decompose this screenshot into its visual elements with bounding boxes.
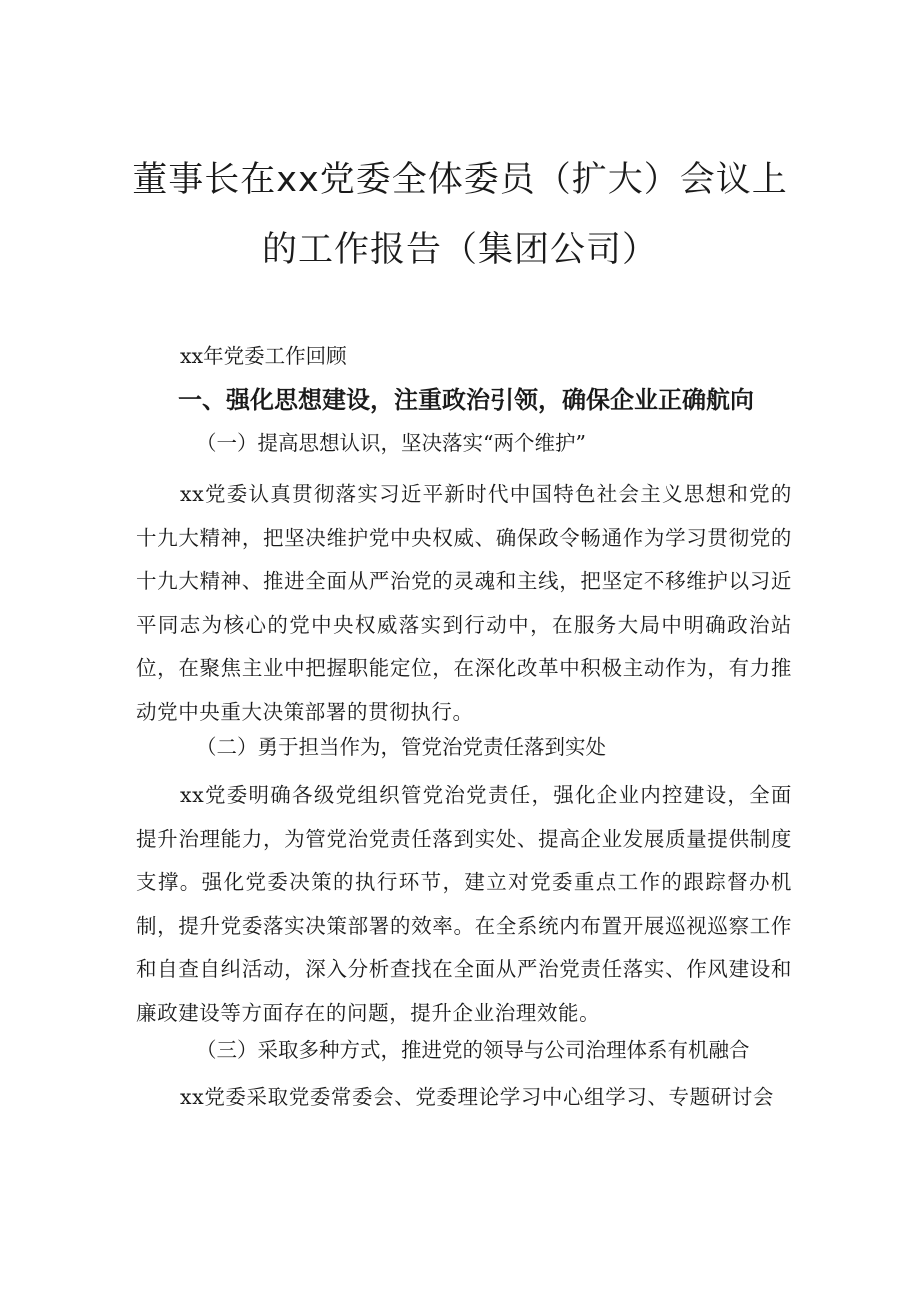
paragraph-2: xx党委明确各级党组织管党治党责任，强化企业内控建设，全面提升治理能力，为管党治党责任落到实处、提高企业发展质量提供制度支撑。强化党委决策的执行环节，建立对党委重点工作的跟踪督办机制，提升党委落实决策部署的效率。在全系统内布置开展巡视巡察工作和自查自纠活动，深入分析查找在全面从严治党责任落实、作风建设和廉政建设等方面存在的问题，提升企业治理效能。 — [136, 783, 792, 1025]
paragraph-1: xx党委认真贯彻落实习近平新时代中国特色社会主义思想和党的十九大精神，把坚决维护党中央权威、确保政令畅通作为学习贯彻党的十九大精神、推进全面从严治党的灵魂和主线，把坚定不移维护以习近平同志为核心的党中央权威落实到行动中，在服务大局中明确政治站位，在聚焦主业中把握职能定位，在深化改革中积极主动作为，有力推动党中央重大决策部署的贯彻执行。 — [136, 482, 792, 724]
document-title-line-2: 的工作报告（集团公司） — [261, 230, 658, 270]
section-heading: xx年党委工作回顾 — [180, 344, 347, 368]
document-title-line-1: 董事长在xx党委全体委员（扩大）会议上 — [132, 160, 788, 200]
sub-heading-3: （三）采取多种方式，推进党的领导与公司治理体系有机融合 — [196, 1038, 750, 1062]
sub-heading-1: （一）提高思想认识，坚决落实“两个维护” — [196, 431, 586, 455]
paragraph-3: xx党委采取党委常委会、党委理论学习中心组学习、专题研讨会 — [180, 1085, 775, 1109]
sub-heading-2: （二）勇于担当作为，管党治党责任落到实处 — [196, 735, 606, 759]
heading-1: 一、强化思想建设，注重政治引领，确保企业正确航向 — [178, 386, 754, 414]
